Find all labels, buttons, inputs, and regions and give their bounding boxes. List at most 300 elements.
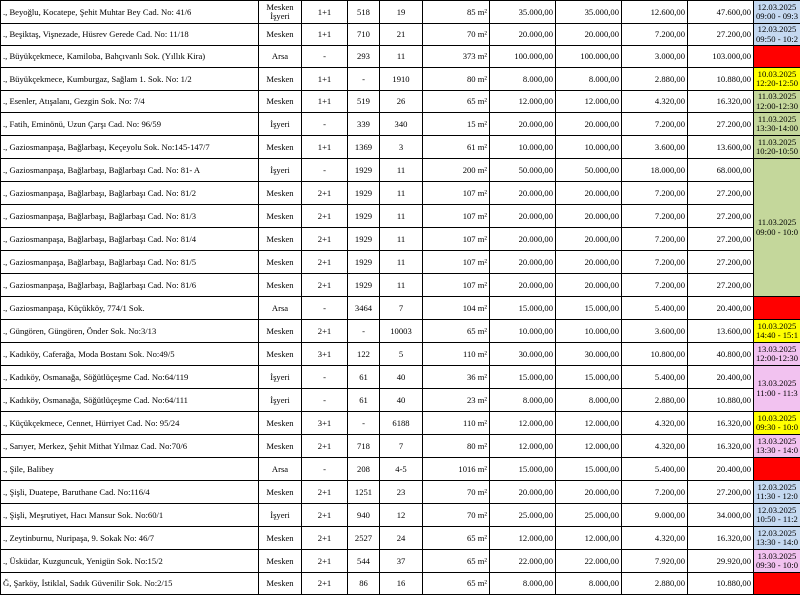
property-type-cell: Mesken [259, 573, 302, 595]
ada-cell: 1929 [348, 159, 380, 182]
table-row [1, 1, 800, 24]
date-text: 10.03.2025 [757, 68, 797, 79]
ada-cell: - [348, 412, 380, 435]
date-text: 11.03.2025 [757, 91, 797, 101]
rooms-cell: 2+1 [302, 550, 348, 573]
property-type-cell: İşyeri [259, 159, 302, 182]
area-cell: 107 m² [423, 182, 490, 205]
rooms-cell: 3+1 [302, 412, 348, 435]
price-cell: 8.000,00 [490, 389, 556, 412]
total-cell: 10.880,00 [688, 389, 754, 412]
table-row [1, 228, 800, 251]
min-price-cell: 100.000,00 [556, 46, 622, 68]
rooms-cell: 2+1 [302, 228, 348, 251]
total-cell: 27.200,00 [688, 182, 754, 205]
area-cell: 36 m² [423, 366, 490, 389]
ada-cell: 1929 [348, 228, 380, 251]
total-cell: 27.200,00 [688, 251, 754, 274]
viewing-schedule-cell [754, 481, 800, 504]
total-cell: 16.320,00 [688, 91, 754, 113]
fee-cell: 2.880,00 [622, 573, 688, 595]
parsel-cell: 5 [380, 343, 423, 366]
property-type-cell: Mesken [259, 91, 302, 113]
table-row [1, 113, 800, 136]
address-cell: ., Kadıköy, Osmanağa, Söğütlüçeşme Cad. No:64/119 [1, 366, 259, 389]
table-row [1, 274, 800, 297]
table-row [1, 573, 800, 595]
total-cell: 103.000,00 [688, 46, 754, 68]
address-cell: ., Kadıköy, Osmanağa, Söğütlüçeşme Cad. No:64/111 [1, 389, 259, 412]
rooms-cell: 2+1 [302, 504, 348, 527]
time-text: 13:30-14:00 [755, 123, 798, 133]
time-text: 09:00 - 09:3 [755, 11, 798, 21]
rooms-cell: - [302, 46, 348, 68]
address-cell: ., Şişli, Duatepe, Baruthane Cad. No:116/4 [1, 481, 259, 504]
date-text: 13.03.2025 [757, 435, 797, 446]
table-row [1, 389, 800, 412]
address-cell: ., Büyükçekmece, Kamiloba, Bahçıvanlı Sok. (Yıllık Kira) [1, 46, 259, 68]
fee-cell: 5.400,00 [622, 297, 688, 320]
price-cell: 20.000,00 [490, 205, 556, 228]
ada-cell: 339 [348, 113, 380, 136]
date-text: 13.03.2025 [757, 550, 797, 561]
area-cell: 373 m² [423, 46, 490, 68]
property-type-cell: İşyeri [259, 504, 302, 527]
ada-cell: 122 [348, 343, 380, 366]
table-row [1, 550, 800, 573]
time-text: 10:20-10:50 [755, 146, 798, 156]
total-cell: 29.920,00 [688, 550, 754, 573]
parsel-cell: 3 [380, 136, 423, 159]
rooms-cell: 1+1 [302, 68, 348, 91]
min-price-cell: 15.000,00 [556, 458, 622, 481]
ada-cell: 1929 [348, 251, 380, 274]
min-price-cell: 20.000,00 [556, 251, 622, 274]
rooms-cell: 2+1 [302, 182, 348, 205]
date-text: 12.03.2025 [757, 1, 797, 12]
area-cell: 1016 m² [423, 458, 490, 481]
parsel-cell: 4-5 [380, 458, 423, 481]
address-cell: ., Üsküdar, Kuzguncuk, Yenigün Sok. No:15/2 [1, 550, 259, 573]
min-price-cell: 20.000,00 [556, 481, 622, 504]
ada-cell: 519 [348, 91, 380, 113]
total-cell: 16.320,00 [688, 527, 754, 550]
price-cell: 10.000,00 [490, 320, 556, 343]
price-cell: 12.000,00 [490, 91, 556, 113]
parsel-cell: 11 [380, 274, 423, 297]
min-price-cell: 10.000,00 [556, 136, 622, 159]
property-type-cell: Mesken [259, 205, 302, 228]
date-text: 12.03.2025 [757, 527, 797, 538]
table-row [1, 46, 800, 68]
fee-cell: 3.600,00 [622, 136, 688, 159]
rooms-cell: 3+1 [302, 343, 348, 366]
area-cell: 104 m² [423, 297, 490, 320]
area-cell: 23 m² [423, 389, 490, 412]
address-cell: ., Beyoğlu, Kocatepe, Şehit Muhtar Bey Cad. No: 41/6 [1, 1, 259, 24]
property-type-cell: İşyeri [259, 113, 302, 136]
parsel-cell: 10003 [380, 320, 423, 343]
fee-cell: 7.200,00 [622, 228, 688, 251]
price-cell: 12.000,00 [490, 527, 556, 550]
price-cell: 20.000,00 [490, 113, 556, 136]
parsel-cell: 1910 [380, 68, 423, 91]
parsel-cell: 11 [380, 46, 423, 68]
table-row [1, 343, 800, 366]
address-cell: ., Gaziosmanpaşa, Küçükköy, 774/1 Sok. [1, 297, 259, 320]
fee-cell: 7.920,00 [622, 550, 688, 573]
ada-cell: 61 [348, 366, 380, 389]
ada-cell: 1251 [348, 481, 380, 504]
parsel-cell: 11 [380, 228, 423, 251]
total-cell: 20.400,00 [688, 458, 754, 481]
viewing-schedule-cell [754, 343, 800, 366]
parsel-cell: 16 [380, 573, 423, 595]
rooms-cell: - [302, 366, 348, 389]
fee-cell: 18.000,00 [622, 159, 688, 182]
property-type-cell: Mesken [259, 412, 302, 435]
min-price-cell: 8.000,00 [556, 389, 622, 412]
fee-cell: 7.200,00 [622, 205, 688, 228]
ada-cell: - [348, 320, 380, 343]
price-cell: 30.000,00 [490, 343, 556, 366]
table-row [1, 91, 800, 113]
viewing-schedule-cell [754, 412, 800, 435]
total-cell: 27.200,00 [688, 481, 754, 504]
price-cell: 12.000,00 [490, 412, 556, 435]
time-text: 13:30 - 14:0 [755, 445, 798, 455]
viewing-schedule-cell [754, 504, 800, 527]
date-text: 10.03.2025 [757, 412, 797, 423]
min-price-cell: 15.000,00 [556, 297, 622, 320]
time-text: 09:30 - 10:0 [755, 422, 798, 432]
price-cell: 8.000,00 [490, 68, 556, 91]
time-text: 09:30 - 10:0 [755, 560, 798, 570]
table-row [1, 412, 800, 435]
property-type-cell: Mesken [259, 527, 302, 550]
min-price-cell: 20.000,00 [556, 113, 622, 136]
rooms-cell: 1+1 [302, 24, 348, 46]
min-price-cell: 20.000,00 [556, 274, 622, 297]
time-text: 10:50 - 11:2 [756, 514, 798, 524]
total-cell: 40.800,00 [688, 343, 754, 366]
price-cell: 15.000,00 [490, 458, 556, 481]
area-cell: 107 m² [423, 205, 490, 228]
min-price-cell: 12.000,00 [556, 91, 622, 113]
total-cell: 27.200,00 [688, 228, 754, 251]
address-cell: ., Büyükçekmece, Kumburgaz, Sağlam 1. Sok. No: 1/2 [1, 68, 259, 91]
rooms-cell: 2+1 [302, 320, 348, 343]
fee-cell: 4.320,00 [622, 527, 688, 550]
fee-cell: 9.000,00 [622, 504, 688, 527]
fee-cell: 4.320,00 [622, 91, 688, 113]
viewing-schedule-cell [754, 68, 800, 91]
total-cell: 27.200,00 [688, 205, 754, 228]
area-cell: 15 m² [423, 113, 490, 136]
area-cell: 65 m² [423, 550, 490, 573]
area-cell: 65 m² [423, 527, 490, 550]
table-row [1, 435, 800, 458]
property-type-cell: Arsa [259, 458, 302, 481]
total-cell: 68.000,00 [688, 159, 754, 182]
rooms-cell: 2+1 [302, 435, 348, 458]
min-price-cell: 20.000,00 [556, 228, 622, 251]
min-price-cell: 10.000,00 [556, 320, 622, 343]
address-cell: ., Gaziosmanpaşa, Bağlarbaşı, Keçeyolu Sok. No:145-147/7 [1, 136, 259, 159]
fee-cell: 7.200,00 [622, 481, 688, 504]
min-price-cell: 30.000,00 [556, 343, 622, 366]
property-type-cell: Mesken [259, 274, 302, 297]
address-cell: ., Küçükçekmece, Cennet, Hürriyet Cad. No: 95/24 [1, 412, 259, 435]
min-price-cell: 25.000,00 [556, 504, 622, 527]
property-type-cell: Arsa [259, 297, 302, 320]
area-cell: 61 m² [423, 136, 490, 159]
ada-cell: 1929 [348, 274, 380, 297]
date-text: 11.03.2025 [757, 113, 797, 124]
table-row [1, 159, 800, 182]
ada-cell: 293 [348, 46, 380, 68]
min-price-cell: 20.000,00 [556, 205, 622, 228]
time-text: 13:30 - 14:0 [755, 537, 798, 547]
total-cell: 20.400,00 [688, 366, 754, 389]
table-row [1, 205, 800, 228]
area-cell: 110 m² [423, 343, 490, 366]
min-price-cell: 15.000,00 [556, 366, 622, 389]
total-cell: 34.000,00 [688, 504, 754, 527]
viewing-schedule-cell [754, 573, 800, 595]
total-cell: 16.320,00 [688, 412, 754, 435]
fee-cell: 7.200,00 [622, 24, 688, 46]
rooms-cell: 1+1 [302, 1, 348, 24]
price-cell: 25.000,00 [490, 504, 556, 527]
parsel-cell: 7 [380, 297, 423, 320]
date-text: 11.03.2025 [757, 136, 797, 147]
viewing-schedule-cell [754, 297, 800, 320]
parsel-cell: 40 [380, 366, 423, 389]
fee-cell: 3.600,00 [622, 320, 688, 343]
property-type-cell: Mesken İşyeri [259, 1, 302, 24]
price-cell: 10.000,00 [490, 136, 556, 159]
time-text: 11:00 - 11:3 [756, 387, 798, 398]
table-row [1, 136, 800, 159]
total-cell: 27.200,00 [688, 24, 754, 46]
parsel-cell: 23 [380, 481, 423, 504]
time-text: 12:20-12:50 [755, 78, 798, 88]
ada-cell: 61 [348, 389, 380, 412]
price-cell: 50.000,00 [490, 159, 556, 182]
parsel-cell: 26 [380, 91, 423, 113]
parsel-cell: 37 [380, 550, 423, 573]
area-cell: 85 m² [423, 1, 490, 24]
property-type-cell: Mesken [259, 24, 302, 46]
price-cell: 22.000,00 [490, 550, 556, 573]
property-type-cell: Mesken [259, 136, 302, 159]
table-row [1, 527, 800, 550]
rooms-cell: - [302, 458, 348, 481]
min-price-cell: 22.000,00 [556, 550, 622, 573]
table-row [1, 458, 800, 481]
address-cell: ., Zeytinburnu, Nuripaşa, 9. Sokak No: 46/7 [1, 527, 259, 550]
price-cell: 20.000,00 [490, 182, 556, 205]
date-text: 11.03.2025 [757, 217, 797, 227]
price-cell: 20.000,00 [490, 274, 556, 297]
price-cell: 8.000,00 [490, 573, 556, 595]
address-cell: ., Esenler, Atışalanı, Gezgin Sok. No: 7/4 [1, 91, 259, 113]
ada-cell: 1929 [348, 182, 380, 205]
date-text: 10.03.2025 [757, 320, 797, 331]
viewing-schedule-cell [754, 24, 800, 46]
total-cell: 27.200,00 [688, 274, 754, 297]
area-cell: 107 m² [423, 251, 490, 274]
address-cell: ., Şile, Balibey [1, 458, 259, 481]
min-price-cell: 35.000,00 [556, 1, 622, 24]
viewing-schedule-cell [754, 91, 800, 113]
property-type-cell: İşyeri [259, 366, 302, 389]
rooms-cell: 2+1 [302, 481, 348, 504]
viewing-schedule-cell [754, 527, 800, 550]
area-cell: 70 m² [423, 24, 490, 46]
time-text: 11:30 - 12:0 [756, 491, 798, 501]
date-text: 13.03.2025 [757, 378, 797, 388]
area-cell: 65 m² [423, 320, 490, 343]
viewing-schedule-cell [754, 159, 800, 297]
fee-cell: 12.600,00 [622, 1, 688, 24]
price-cell: 12.000,00 [490, 435, 556, 458]
price-cell: 20.000,00 [490, 251, 556, 274]
address-cell: ., Gaziosmanpaşa, Bağlarbaşı, Bağlarbaşı Cad. No: 81/5 [1, 251, 259, 274]
parsel-cell: 11 [380, 205, 423, 228]
fee-cell: 7.200,00 [622, 274, 688, 297]
address-cell: ., Gaziosmanpaşa, Bağlarbaşı, Bağlarbaşı Cad. No: 81/3 [1, 205, 259, 228]
address-cell: ., Kadıköy, Caferağa, Moda Bostanı Sok. No:49/5 [1, 343, 259, 366]
price-cell: 35.000,00 [490, 1, 556, 24]
area-cell: 70 m² [423, 504, 490, 527]
fee-cell: 3.000,00 [622, 46, 688, 68]
date-text: 12.03.2025 [757, 481, 797, 492]
date-text: 12.03.2025 [757, 504, 797, 515]
ada-cell: 1369 [348, 136, 380, 159]
viewing-schedule-cell [754, 435, 800, 458]
rooms-cell: 2+1 [302, 205, 348, 228]
address-cell: Ğ, Şarköy, İstiklal, Sadık Güvenilir Sok. No:2/15 [1, 573, 259, 595]
viewing-schedule-cell [754, 458, 800, 481]
fee-cell: 2.880,00 [622, 68, 688, 91]
property-type-cell: Arsa [259, 46, 302, 68]
ada-cell: 208 [348, 458, 380, 481]
area-cell: 200 m² [423, 159, 490, 182]
table-row [1, 182, 800, 205]
fee-cell: 5.400,00 [622, 458, 688, 481]
property-type-cell: Mesken [259, 182, 302, 205]
area-cell: 110 m² [423, 412, 490, 435]
parsel-cell: 7 [380, 435, 423, 458]
property-type-cell: Mesken [259, 481, 302, 504]
rooms-cell: - [302, 113, 348, 136]
time-text: 09:00 - 10:0 [755, 226, 798, 237]
fee-cell: 7.200,00 [622, 113, 688, 136]
parsel-cell: 11 [380, 182, 423, 205]
min-price-cell: 20.000,00 [556, 24, 622, 46]
property-type-cell: Mesken [259, 228, 302, 251]
area-cell: 80 m² [423, 435, 490, 458]
parsel-cell: 340 [380, 113, 423, 136]
rooms-cell: 2+1 [302, 274, 348, 297]
table-body [1, 1, 800, 595]
table-row [1, 251, 800, 274]
table-row [1, 320, 800, 343]
area-cell: 65 m² [423, 91, 490, 113]
total-cell: 47.600,00 [688, 1, 754, 24]
parsel-cell: 21 [380, 24, 423, 46]
ada-cell: 710 [348, 24, 380, 46]
address-cell: ., Sarıyer, Merkez, Şehit Mithat Yılmaz Cad. No:70/6 [1, 435, 259, 458]
min-price-cell: 12.000,00 [556, 435, 622, 458]
property-type-cell: İşyeri [259, 389, 302, 412]
viewing-schedule-cell [754, 550, 800, 573]
min-price-cell: 50.000,00 [556, 159, 622, 182]
viewing-schedule-cell [754, 46, 800, 68]
area-cell: 65 m² [423, 573, 490, 595]
price-cell: 15.000,00 [490, 297, 556, 320]
min-price-cell: 12.000,00 [556, 412, 622, 435]
parsel-cell: 40 [380, 389, 423, 412]
parsel-cell: 24 [380, 527, 423, 550]
date-text: 13.03.2025 [757, 343, 797, 354]
address-cell: ., Gaziosmanpaşa, Bağlarbaşı, Bağlarbaşı Cad. No: 81/4 [1, 228, 259, 251]
ada-cell: 718 [348, 435, 380, 458]
viewing-schedule-cell [754, 136, 800, 159]
area-cell: 107 m² [423, 274, 490, 297]
rooms-cell: 1+1 [302, 91, 348, 113]
time-text: 12:00-12:30 [755, 353, 798, 363]
time-text: 09:50 - 10:2 [755, 33, 798, 44]
price-cell: 100.000,00 [490, 46, 556, 68]
fee-cell: 2.880,00 [622, 389, 688, 412]
min-price-cell: 8.000,00 [556, 68, 622, 91]
rooms-cell: - [302, 389, 348, 412]
table-row [1, 297, 800, 320]
price-cell: 20.000,00 [490, 24, 556, 46]
time-text: 12:00-12:30 [755, 100, 798, 111]
parsel-cell: 11 [380, 159, 423, 182]
viewing-schedule-cell [754, 366, 800, 412]
rooms-cell: 2+1 [302, 251, 348, 274]
address-cell: ., Güngören, Güngören, Önder Sok. No:3/13 [1, 320, 259, 343]
parsel-cell: 12 [380, 504, 423, 527]
fee-cell: 10.800,00 [622, 343, 688, 366]
table-row [1, 68, 800, 91]
ada-cell: 1929 [348, 205, 380, 228]
total-cell: 13.600,00 [688, 320, 754, 343]
address-cell: ., Şişli, Meşrutiyet, Hacı Mansur Sok. No:60/1 [1, 504, 259, 527]
total-cell: 16.320,00 [688, 435, 754, 458]
fee-cell: 4.320,00 [622, 435, 688, 458]
fee-cell: 4.320,00 [622, 412, 688, 435]
total-cell: 10.880,00 [688, 68, 754, 91]
fee-cell: 7.200,00 [622, 182, 688, 205]
address-cell: ., Fatih, Eminönü, Uzun Çarşı Cad. No: 96/59 [1, 113, 259, 136]
fee-cell: 7.200,00 [622, 251, 688, 274]
property-type-cell: Mesken [259, 320, 302, 343]
parsel-cell: 6188 [380, 412, 423, 435]
table-row [1, 366, 800, 389]
viewing-schedule-cell [754, 320, 800, 343]
area-cell: 80 m² [423, 68, 490, 91]
rooms-cell: - [302, 159, 348, 182]
rooms-cell: 2+1 [302, 573, 348, 595]
area-cell: 107 m² [423, 228, 490, 251]
property-type-cell: Mesken [259, 68, 302, 91]
